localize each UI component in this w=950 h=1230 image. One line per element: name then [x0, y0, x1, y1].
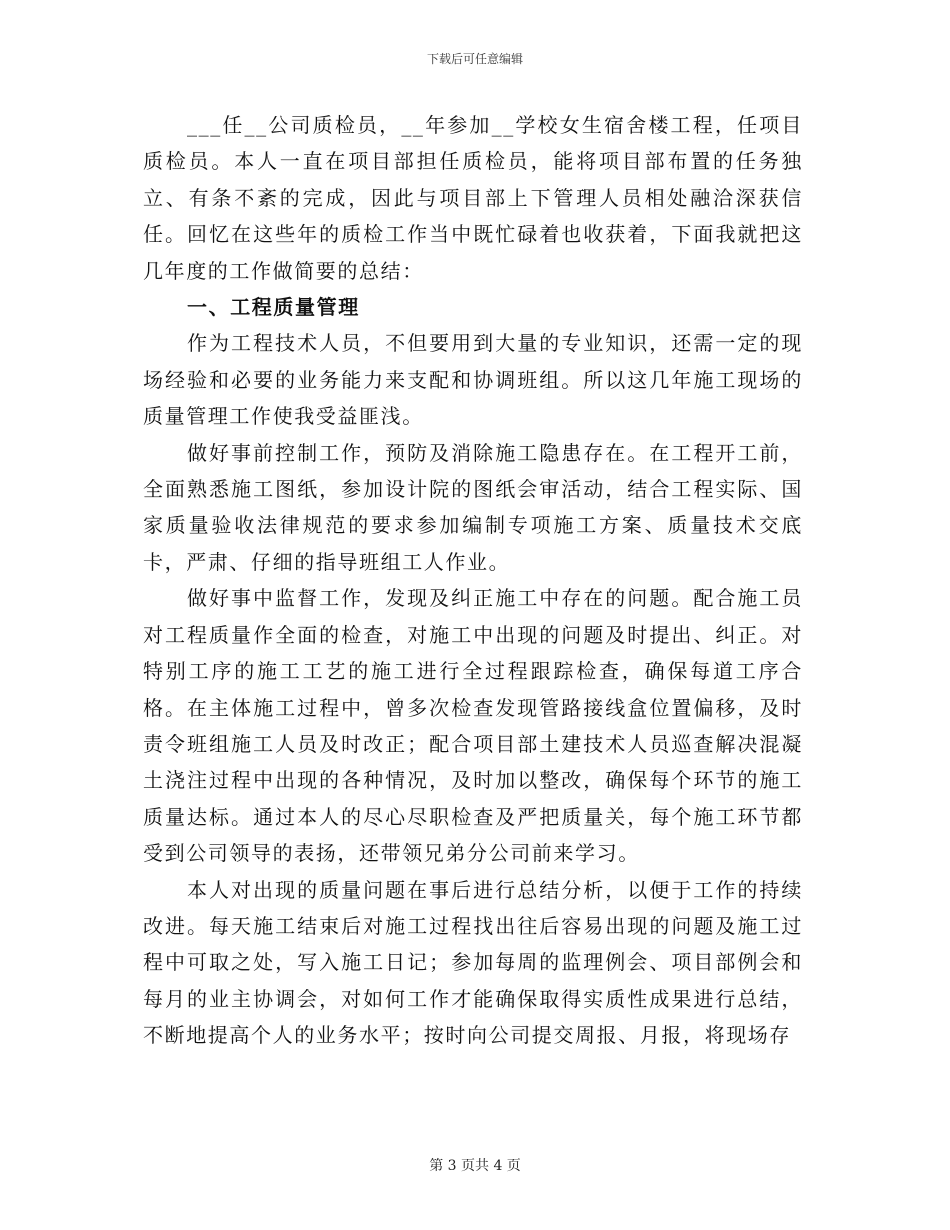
paragraph-post-analysis: 本人对出现的质量问题在事后进行总结分析，以便于工作的持续改进。每天施工结束后对施工过程找出往后容易出现的问题及施工过程中可取之处，写入施工日记；参加每周的监理例会、项目部例会和每月的业主协调会，对如何工作才能确保取得实质性成果进行总结，不断地提高个人的业务水平；按时向公司提交周报、月报，将现场存 [143, 877, 803, 1048]
paragraph-pre-control: 做好事前控制工作，预防及消除施工隐患存在。在工程开工前，全面熟悉施工图纸，参加设计院的图纸会审活动，结合工程实际、国家质量验收法律规范的要求参加编制专项施工方案、质量技术交底卡，严肃、仔细的指导班组工人作业。 [143, 440, 803, 574]
page-header: 下载后可任意编辑 [426, 52, 523, 66]
document-body [143, 107, 803, 1054]
paragraph-in-process-supervision: 做好事中监督工作，发现及纠正施工中存在的问题。配合施工员对工程质量作全面的检查，对施工中出现的问题及时提出、纠正。对特别工序的施工工艺的施工进行全过程跟踪检查，确保每道工序合格。在主体施工过程中，曾多次检查发现管路接线盒位置偏移，及时责令班组施工人员及时改正；配合项目部土建技术人员巡查解决混凝土浇注过程中出现的各种情况，及时加以整改，确保每个环节的施工质量达标。通过本人的尽心尽职检查及严把质量关，每个施工环节都受到公司领导的表扬，还带领兄弟分公司前来学习。 [143, 586, 803, 866]
paragraph-technical-role: 作为工程技术人员，不但要用到大量的专业知识，还需一定的现场经验和必要的业务能力来支配和协调班组。所以这几年施工现场的质量管理工作使我受益匪浅。 [143, 331, 803, 429]
intro-paragraph: ___任__公司质检员，__年参加__学校女生宿舍楼工程，任项目质检员。本人一直在项目部担任质检员，能将项目部布置的任务独立、有条不紊的完成，因此与项目部上下管理人员相处融洽深获信任。回忆在这些年的质检工作当中既忙碌着也收获着，下面我就把这几年度的工作做简要的总结： [143, 113, 803, 283]
page-number-footer: 第 3 页共 4 页 [429, 1158, 521, 1174]
section-heading-quality-management: 一、工程质量管理 [187, 295, 360, 320]
